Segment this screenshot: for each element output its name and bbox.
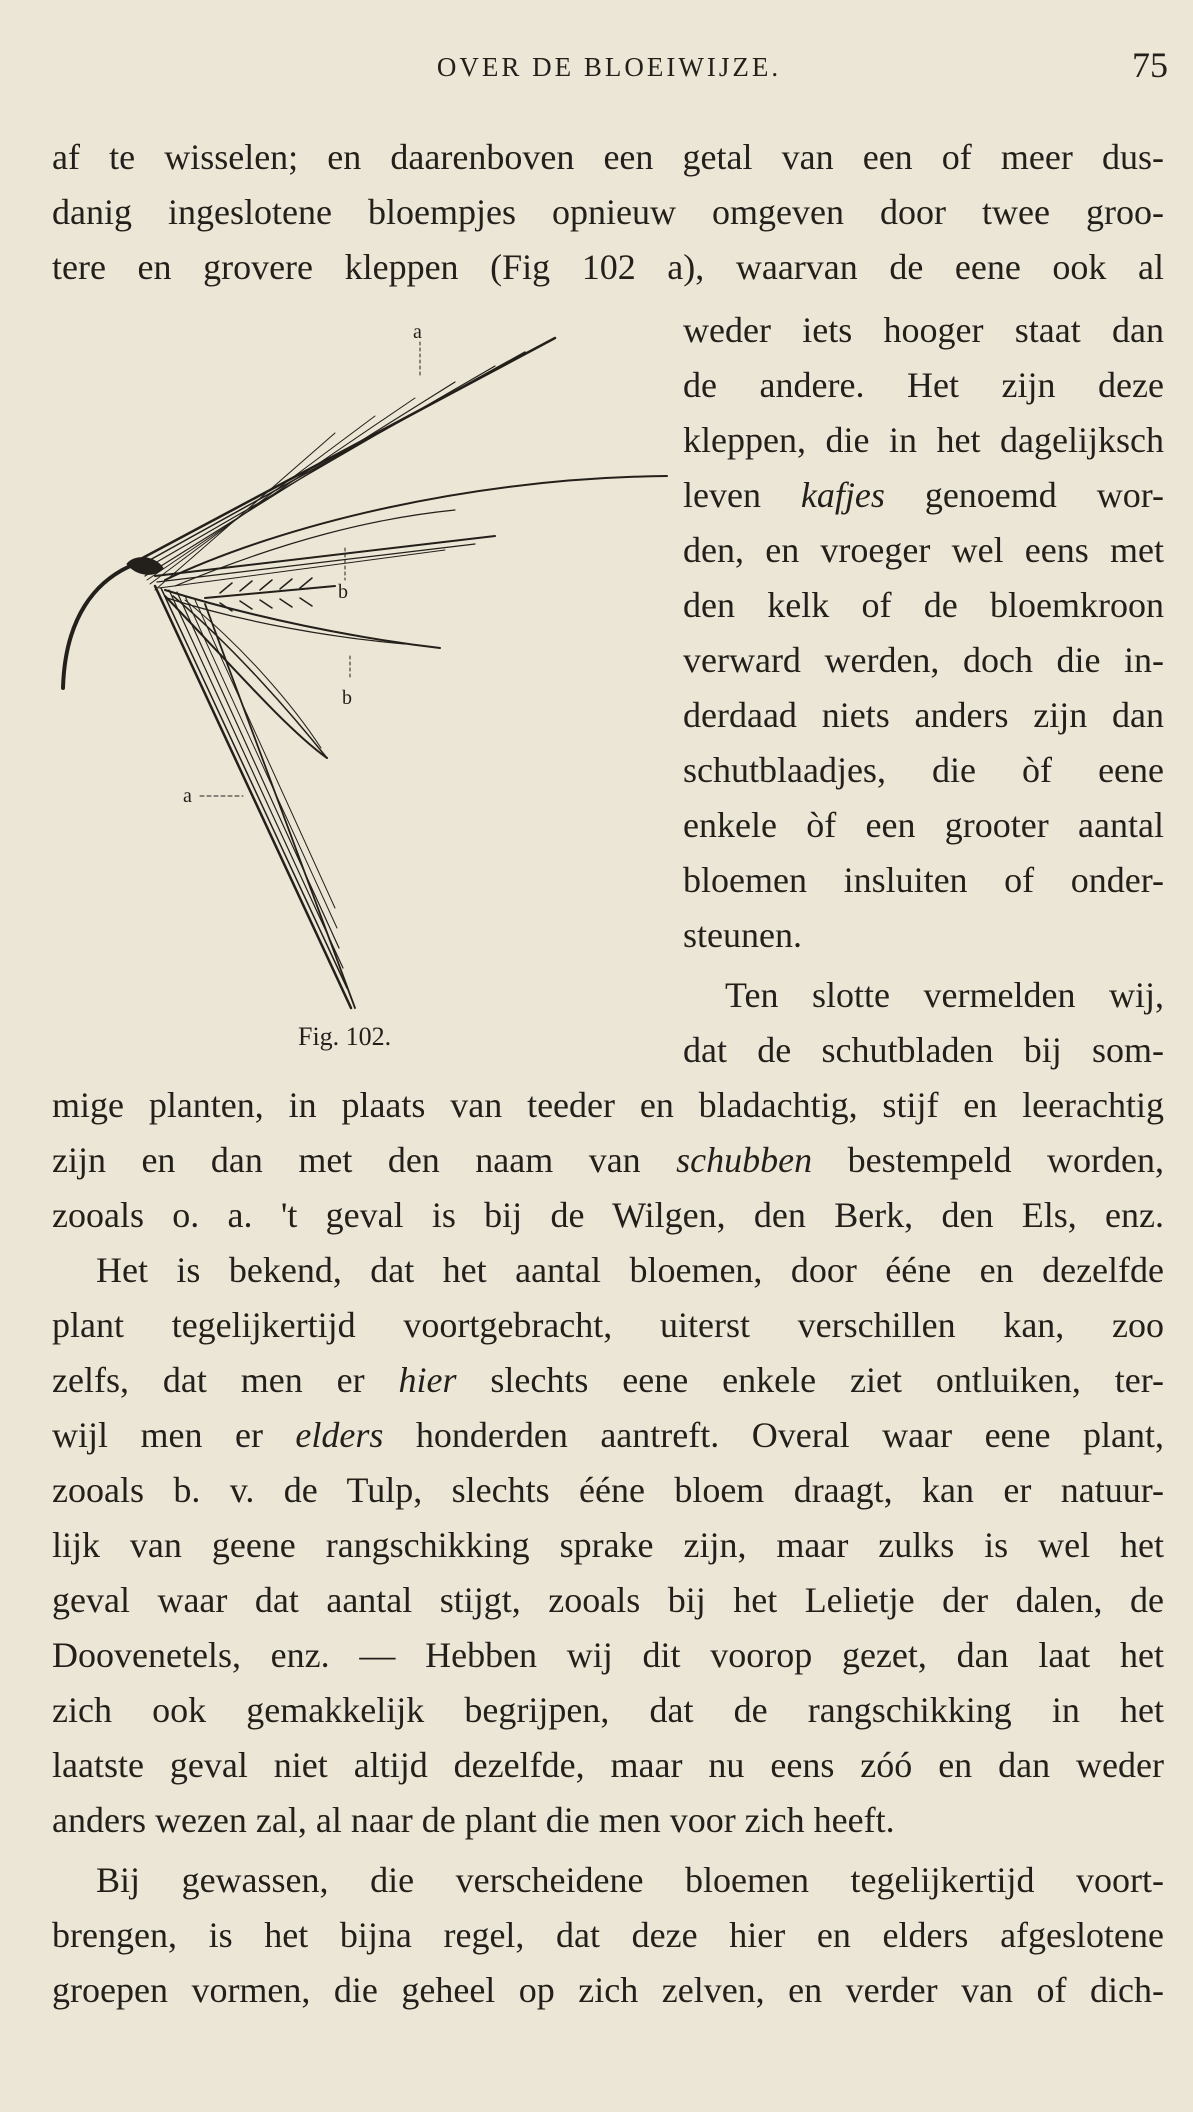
text-line: laatste geval niet altijd dezelfde, maar nu eens zóó en dan weder [52, 1745, 1164, 1785]
text-line: Het is bekend, dat het aantal bloemen, door ééne en dezelfde [96, 1250, 1164, 1290]
text-line: Ten slotte vermelden wij, [725, 975, 1164, 1015]
figure-102 [55, 318, 675, 1058]
stalk-stroke [63, 564, 135, 688]
text-line: geval waar dat aantal stijgt, zooals bij het Lelietje der dalen, de [52, 1580, 1164, 1620]
text-line: dat de schutbladen bij som- [683, 1030, 1164, 1070]
text-line: leven kafjes genoemd wor- [683, 475, 1164, 515]
spikelet-illustration [55, 318, 675, 1058]
page-header [50, 45, 1168, 98]
text-line: zelfs, dat men er hier slechts eene enkele ziet ontluiken, ter- [52, 1360, 1164, 1400]
text-line: zijn en dan met den naam van schubben bestempeld worden, [52, 1140, 1164, 1180]
text-line: bloemen insluiten of onder- [683, 860, 1164, 900]
text-line: steunen. [683, 915, 802, 955]
text-line: de andere. Het zijn deze [683, 365, 1164, 405]
running-title: OVER DE BLOEIWIJZE. [436, 52, 782, 82]
text-line: tere en grovere kleppen (Fig 102 a), waarvan de eene ook al [52, 247, 1164, 287]
text-line: derdaad niets anders zijn dan [683, 695, 1164, 735]
text-line: wijl men er elders honderden aantreft. Overal waar eene plant, [52, 1415, 1165, 1455]
label-a-left: a [183, 785, 192, 807]
text-line: kleppen, die in het dagelijksch [683, 420, 1164, 460]
text-line: verward werden, doch die in- [683, 640, 1164, 680]
text-line: brengen, is het bijna regel, dat deze hier en elders afgeslotene [52, 1915, 1164, 1955]
label-b-lower: b [342, 687, 352, 709]
label-b-upper: b [338, 581, 348, 603]
text-line: zich ook gemakkelijk begrijpen, dat de rangschikking in het [52, 1690, 1164, 1730]
text-line: den, en vroeger wel eens met [683, 530, 1164, 570]
text-line: Doovenetels, enz. — Hebben wij dit voorop gezet, dan laat het [52, 1635, 1164, 1675]
text-line: Bij gewassen, die verscheidene bloemen tegelijkertijd voort- [96, 1860, 1164, 1900]
awn [165, 476, 667, 580]
text-line: groepen vormen, die geheel op zich zelven, en verder van of dich- [52, 1970, 1164, 2010]
text-line: af te wisselen; en daarenboven een getal van een of meer dus- [52, 137, 1164, 177]
text-line: mige planten, in plaats van teeder en bladachtig, stijf en leerachtig [52, 1085, 1164, 1125]
text-line: enkele òf een grooter aantal [683, 805, 1164, 845]
page-number: 75 [1132, 45, 1168, 85]
text-line: danig ingeslotene bloempjes opnieuw omgeven door twee groo- [52, 192, 1164, 232]
text-line: lijk van geene rangschikking sprake zijn, maar zulks is wel het [52, 1525, 1164, 1565]
text-line: schutblaadjes, die òf eene [683, 750, 1164, 790]
upper-glume [135, 338, 555, 562]
figure-caption: Fig. 102. [298, 1022, 392, 1051]
text-line: plant tegelijkertijd voortgebracht, uiterst verschillen kan, zoo [52, 1305, 1164, 1345]
text-line: zooals b. v. de Tulp, slechts ééne bloem draagt, kan er natuur- [52, 1470, 1164, 1510]
label-a-top: a [413, 321, 422, 343]
text-line: anders wezen zal, al naar de plant die men voor zich heeft. [52, 1800, 895, 1840]
floret [205, 586, 335, 598]
text-line: weder iets hooger staat dan [683, 310, 1164, 350]
text-line: den kelk of de bloemkroon [683, 585, 1164, 625]
text-line: zooals o. a. 't geval is bij de Wilgen, den Berk, den Els, enz. [52, 1195, 1164, 1235]
